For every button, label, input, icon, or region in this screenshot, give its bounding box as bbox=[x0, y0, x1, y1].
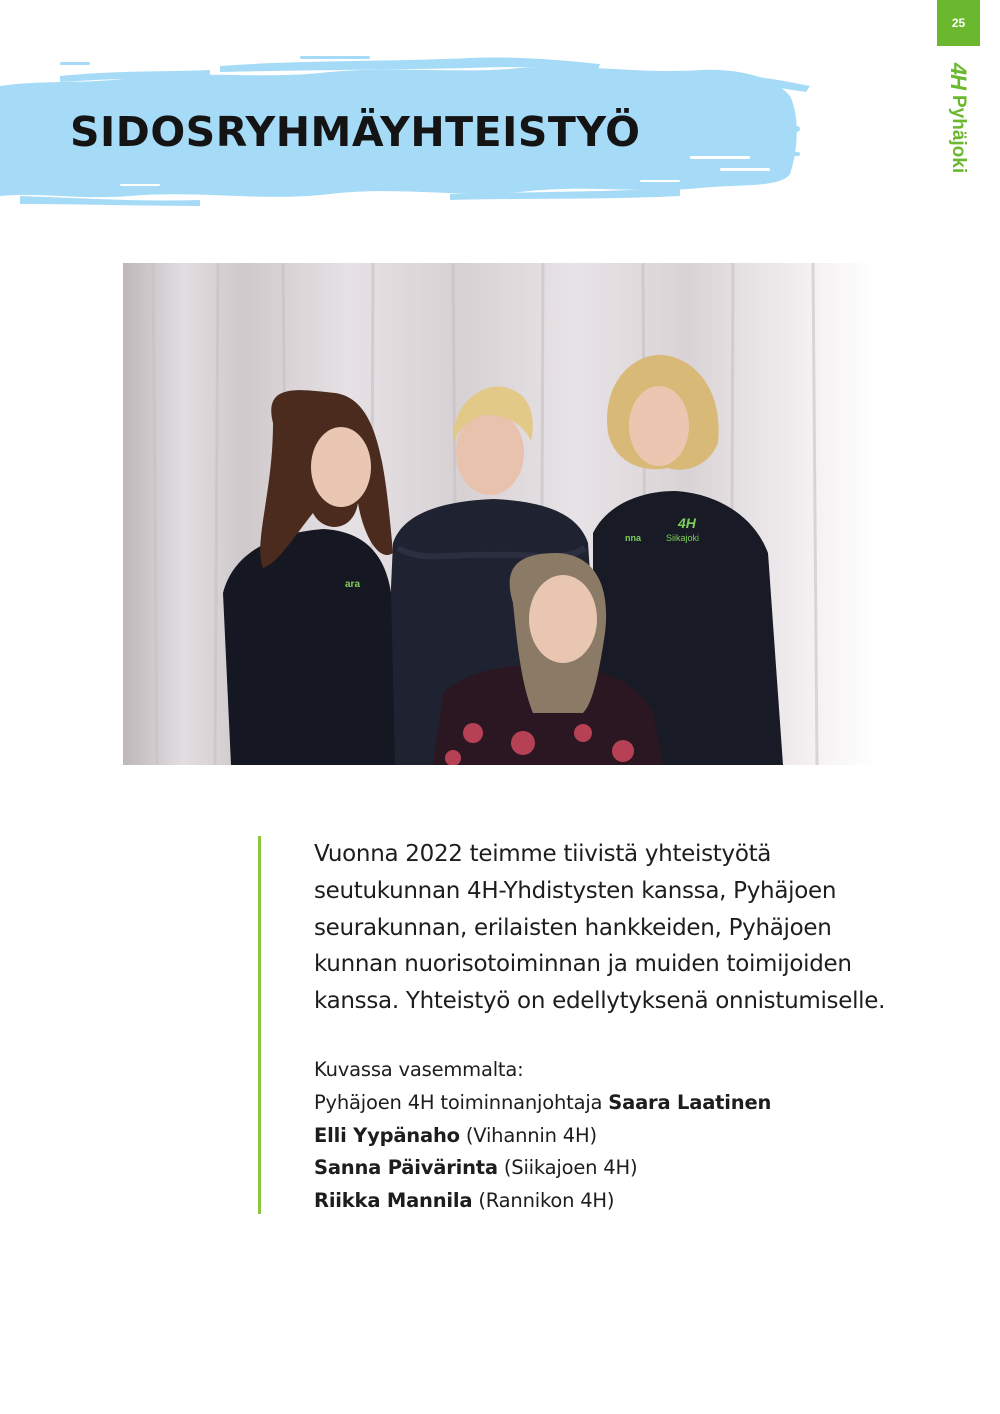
caption-person-row bbox=[314, 1185, 874, 1218]
caption-person-row bbox=[314, 1087, 874, 1120]
caption-person-name: Elli Yypänaho bbox=[314, 1123, 460, 1147]
jacket-print-right-org: Siikajoki bbox=[666, 533, 700, 543]
caption-org: (Siikajoen 4H) bbox=[497, 1156, 638, 1180]
group-photo bbox=[123, 263, 877, 765]
jacket-print-right-name: nna bbox=[625, 533, 642, 543]
jacket-print-left: ara bbox=[345, 579, 361, 590]
caption-intro: Kuvassa vasemmalta: bbox=[314, 1058, 524, 1081]
caption-person-name: Sanna Päivärinta bbox=[314, 1156, 498, 1180]
jacket-print-right-mark: 4H bbox=[678, 515, 696, 531]
brand-logo bbox=[945, 63, 971, 173]
page-number: 25 bbox=[937, 0, 980, 46]
photo-caption bbox=[314, 1054, 874, 1218]
page-title: SIDOSRYHMÄYHTEISTYÖ bbox=[70, 108, 641, 156]
caption-person-row bbox=[314, 1120, 874, 1153]
caption-person-name: Saara Laatinen bbox=[608, 1090, 772, 1114]
accent-line bbox=[258, 836, 261, 1214]
caption-role: Pyhäjoen 4H toiminnanjohtaja bbox=[314, 1090, 609, 1114]
body-paragraph: Vuonna 2022 teimme tiivistä yhteistyötä seutukunnan 4H-Yhdistysten kanssa, Pyhäjoen seurakunnan, erilaisten hankkeiden, Pyhäjoen kunnan nuorisotoiminnan ja muiden toimijoiden kanssa. Yhteistyö on edellytyksenä onnistumiselle. bbox=[314, 841, 886, 1015]
caption-org: (Vihannin 4H) bbox=[459, 1123, 597, 1147]
caption-person-name: Riikka Mannila bbox=[314, 1189, 473, 1213]
caption-org: (Rannikon 4H) bbox=[472, 1189, 615, 1213]
brand-name: Pyhäjoki bbox=[948, 94, 969, 174]
caption-person-row bbox=[314, 1152, 874, 1185]
brand-4h-mark: 4H bbox=[946, 62, 971, 89]
